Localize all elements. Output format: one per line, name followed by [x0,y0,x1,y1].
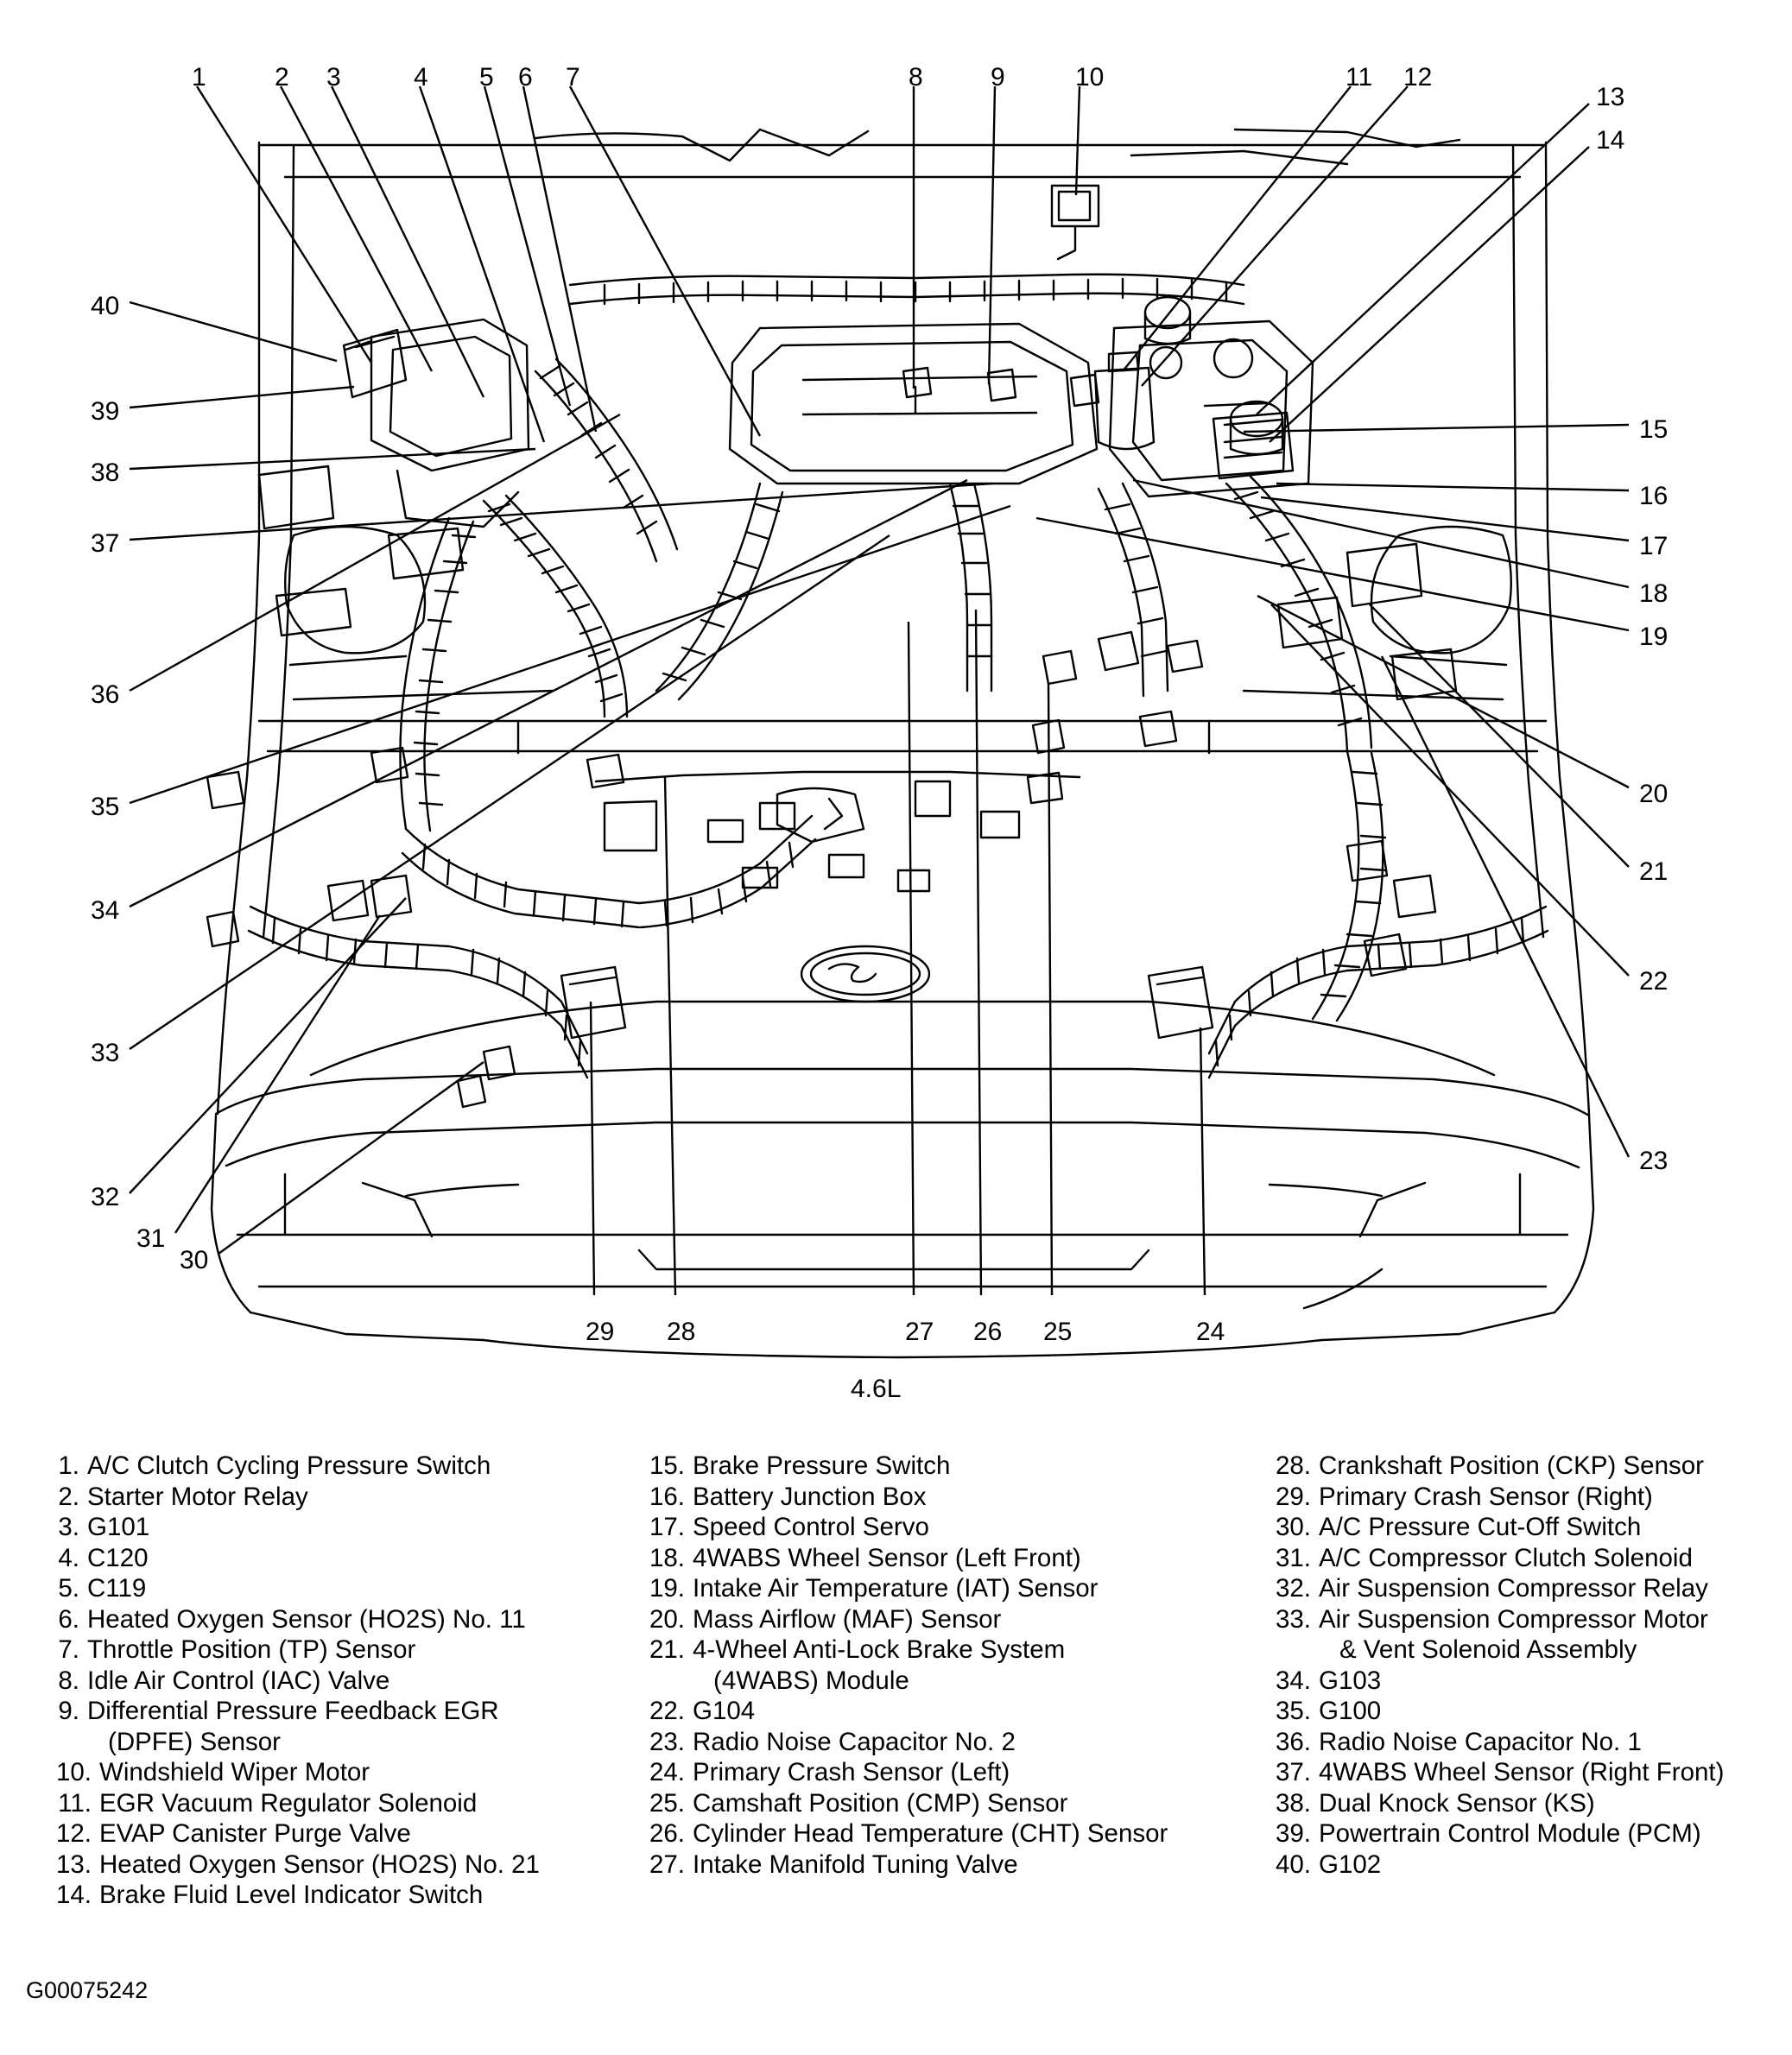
legend-item-label [1319,1788,1788,1819]
callout-number-37: 37 [91,529,120,558]
callout-number-16: 16 [1639,482,1669,510]
legend-item-number: 21. [649,1635,685,1664]
legend-item-label-line1: Heated Oxygen Sensor (HO2S) No. 21 [99,1850,540,1879]
legend-column-3 [1270,1451,1788,1880]
legend-item-label-line1: Radio Noise Capacitor No. 2 [693,1727,1016,1756]
legend-item-label [693,1573,1213,1604]
legend-item-label-line2: & Vent Solenoid Assembly [1339,1635,1637,1664]
legend-item [643,1451,1213,1482]
legend-item-label-line1: EVAP Canister Purge Valve [99,1819,411,1848]
legend-item-number: 1. [58,1451,79,1480]
legend-item-label-line1: Intake Manifold Tuning Valve [693,1850,1018,1879]
legend-item-label-line1: Powertrain Control Module (PCM) [1319,1819,1701,1848]
legend-item-number: 13. [55,1850,92,1879]
legend-item-label-line1: Air Suspension Compressor Motor [1319,1604,1708,1634]
legend-item-label [693,1543,1213,1574]
legend-item [1270,1512,1788,1543]
legend-item-label-line1: Heated Oxygen Sensor (HO2S) No. 11 [87,1604,526,1634]
callout-number-4: 4 [414,63,428,92]
legend-item-label [87,1451,603,1482]
legend-item [1270,1604,1788,1666]
legend-item-label [1319,1604,1788,1666]
legend-item-number: 27. [649,1850,685,1879]
legend-item-label [87,1604,603,1635]
legend-item-label [1319,1543,1788,1574]
callout-number-23: 23 [1639,1147,1669,1175]
legend-item [50,1818,603,1850]
legend-item-number: 23. [649,1727,685,1756]
legend-item [643,1696,1213,1727]
legend-item [643,1850,1213,1881]
legend-item-label [1319,1757,1788,1788]
legend-item-label [87,1696,603,1757]
legend-item-label [99,1788,603,1819]
legend-item-label-line2: (DPFE) Sensor [108,1727,281,1756]
callout-number-3: 3 [326,63,341,92]
legend-item [50,1573,603,1604]
callout-number-14: 14 [1596,126,1625,155]
callout-number-39: 39 [91,397,120,426]
legend-item-label-line1: Dual Knock Sensor (KS) [1319,1788,1595,1818]
legend-item-number: 3. [58,1513,79,1541]
legend-item-label [87,1666,603,1697]
legend-item-label [693,1482,1213,1513]
legend-item-label-line1: Crankshaft Position (CKP) Sensor [1319,1451,1704,1480]
legend-item-number: 35. [1275,1697,1311,1725]
callout-number-30: 30 [180,1246,209,1274]
legend-item-number: 4. [58,1543,79,1572]
legend-item-label-line1: 4WABS Wheel Sensor (Left Front) [693,1543,1081,1572]
legend-item-label [1319,1818,1788,1850]
legend-item-number: 37. [1275,1758,1311,1786]
legend-item-label [87,1512,603,1543]
legend-item [643,1788,1213,1819]
legend-item-number: 29. [1275,1482,1311,1511]
legend-item-number: 33. [1275,1604,1311,1634]
legend-item-label [693,1727,1213,1758]
legend-item [1270,1818,1788,1850]
legend-item [643,1573,1213,1604]
legend-item-label-line1: G102 [1319,1850,1382,1879]
legend-item-label [693,1818,1213,1850]
legend-item [643,1604,1213,1635]
legend-item [50,1543,603,1574]
legend-item-number: 28. [1275,1451,1311,1480]
callout-number-38: 38 [91,458,120,487]
legend-item-label [87,1543,603,1574]
legend-item [50,1635,603,1666]
legend-item-label [693,1635,1213,1696]
legend-column-1 [50,1451,603,1911]
legend-item-number: 40. [1275,1850,1311,1879]
legend-item-number: 19. [649,1574,685,1603]
legend-item-label [693,1604,1213,1635]
legend-item-label-line1: Brake Fluid Level Indicator Switch [99,1881,484,1909]
legend-item [1270,1451,1788,1482]
component-legend [0,1451,1792,1934]
legend-item-number: 30. [1275,1513,1311,1541]
legend-item-label-line1: G101 [87,1513,150,1541]
legend-item-label-line1: A/C Clutch Cycling Pressure Switch [87,1451,491,1480]
legend-item-label [99,1757,603,1788]
callout-number-18: 18 [1639,579,1669,608]
legend-item [643,1482,1213,1513]
callout-number-6: 6 [518,63,533,92]
legend-item [50,1604,603,1635]
callout-number-12: 12 [1403,63,1433,92]
legend-item-number: 24. [649,1758,685,1786]
legend-item [1270,1850,1788,1881]
legend-item-number: 18. [649,1543,685,1572]
legend-item [1270,1788,1788,1819]
legend-item-number: 6. [58,1604,79,1634]
legend-item-number: 12. [55,1819,92,1848]
legend-item-label-line1: C120 [87,1543,149,1572]
legend-item-label [693,1451,1213,1482]
legend-item [643,1818,1213,1850]
legend-item-label-line1: A/C Compressor Clutch Solenoid [1319,1543,1693,1572]
legend-item [50,1850,603,1881]
legend-item-label-line1: Air Suspension Compressor Relay [1319,1574,1708,1603]
legend-item-label-line1: Idle Air Control (IAC) Valve [87,1666,390,1695]
legend-item-label-line1: A/C Pressure Cut-Off Switch [1319,1513,1642,1541]
legend-item-label [1319,1850,1788,1881]
legend-item [50,1512,603,1543]
legend-item-label [1319,1666,1788,1697]
callout-number-19: 19 [1639,623,1669,651]
legend-item [1270,1757,1788,1788]
legend-item-number: 22. [649,1697,685,1725]
legend-item-number: 34. [1275,1666,1311,1695]
callout-number-17: 17 [1639,532,1669,560]
callout-number-31: 31 [136,1224,166,1253]
legend-item [643,1757,1213,1788]
legend-item [50,1666,603,1697]
callout-number-32: 32 [91,1183,120,1211]
legend-item-label [693,1757,1213,1788]
legend-item-label-line1: Starter Motor Relay [87,1482,308,1511]
legend-item [1270,1543,1788,1574]
legend-item-number: 31. [1275,1543,1311,1572]
callout-number-22: 22 [1639,967,1669,996]
legend-item [50,1451,603,1482]
legend-item-label-line1: C119 [87,1574,147,1603]
legend-item-number: 2. [58,1482,79,1511]
legend-item-number: 26. [649,1819,685,1848]
legend-item-label [99,1880,603,1911]
legend-item-label [1319,1512,1788,1543]
legend-item-number: 15. [649,1451,685,1480]
callout-number-33: 33 [91,1039,120,1067]
legend-item [1270,1696,1788,1727]
legend-item-label-line1: Throttle Position (TP) Sensor [87,1635,416,1664]
legend-item-label-line1: Cylinder Head Temperature (CHT) Sensor [693,1819,1168,1848]
engine-size-caption: 4.6L [851,1375,902,1403]
legend-item-number: 36. [1275,1727,1311,1756]
legend-item-label-line1: Speed Control Servo [693,1513,929,1541]
callout-number-8: 8 [909,63,923,92]
legend-item-number: 14. [55,1881,92,1909]
legend-item-label-line1: Camshaft Position (CMP) Sensor [693,1788,1068,1818]
callout-number-35: 35 [91,793,120,821]
callout-number-7: 7 [566,63,580,92]
legend-item-label [693,1850,1213,1881]
callout-number-24: 24 [1196,1318,1225,1346]
callout-number-2: 2 [275,63,289,92]
callout-number-26: 26 [973,1318,1003,1346]
callout-number-1: 1 [192,63,206,92]
callout-number-20: 20 [1639,780,1669,808]
callout-number-11: 11 [1346,63,1373,92]
legend-item-label [1319,1727,1788,1758]
legend-item-label-line1: G103 [1319,1666,1382,1695]
legend-item [50,1788,603,1819]
callout-number-15: 15 [1639,415,1669,444]
legend-item-label-line1: 4WABS Wheel Sensor (Right Front) [1319,1758,1725,1786]
callout-number-5: 5 [479,63,494,92]
callout-number-36: 36 [91,680,120,709]
legend-item [643,1635,1213,1696]
callout-number-40: 40 [91,292,120,320]
legend-item-label [1319,1482,1788,1513]
legend-item-number: 7. [58,1635,79,1664]
callout-number-29: 29 [586,1318,615,1346]
legend-item-label-line1: Intake Air Temperature (IAT) Sensor [693,1574,1099,1603]
callout-number-27: 27 [905,1318,934,1346]
legend-item-label [87,1635,603,1666]
legend-item-label-line1: 4-Wheel Anti-Lock Brake System [693,1635,1066,1664]
legend-item [1270,1727,1788,1758]
callout-number-34: 34 [91,896,120,925]
callout-number-21: 21 [1639,857,1669,886]
legend-item [50,1696,603,1757]
legend-item-label-line1: Battery Junction Box [693,1482,927,1511]
legend-item-label [693,1788,1213,1819]
legend-item-label [87,1573,603,1604]
legend-item-number: 39. [1275,1819,1311,1848]
callout-number-28: 28 [667,1318,696,1346]
legend-item-number: 10. [55,1758,92,1786]
legend-item-label-line1: EGR Vacuum Regulator Solenoid [99,1788,478,1818]
legend-item-number: 20. [649,1604,685,1634]
legend-item [643,1543,1213,1574]
legend-item-label [693,1512,1213,1543]
legend-item-label-line1: Radio Noise Capacitor No. 1 [1319,1727,1642,1756]
legend-item-label-line1: G104 [693,1697,756,1725]
legend-item [50,1880,603,1911]
callout-number-10: 10 [1075,63,1105,92]
legend-item-label-line1: Differential Pressure Feedback EGR [87,1697,499,1725]
legend-item-number: 32. [1275,1574,1311,1603]
legend-item [50,1757,603,1788]
legend-item [1270,1482,1788,1513]
legend-item-label [1319,1451,1788,1482]
callout-number-9: 9 [991,63,1005,92]
legend-item-number: 11. [58,1788,92,1818]
legend-item-label [1319,1696,1788,1727]
legend-item-label-line1: G100 [1319,1697,1382,1725]
callout-number-25: 25 [1043,1318,1073,1346]
legend-item-label-line2: (4WABS) Module [713,1666,909,1695]
legend-item-number: 9. [58,1697,79,1725]
legend-item-label-line1: Primary Crash Sensor (Right) [1319,1482,1653,1511]
legend-item [643,1512,1213,1543]
legend-item-number: 25. [649,1788,685,1818]
legend-item-label-line1: Windshield Wiper Motor [99,1758,370,1786]
legend-item-label-line1: Mass Airflow (MAF) Sensor [693,1604,1002,1634]
legend-item-label [693,1696,1213,1727]
legend-item-label [87,1482,603,1513]
legend-item-number: 5. [58,1574,79,1603]
figure-id-code: G00075242 [26,1977,149,2003]
legend-item-number: 8. [58,1666,79,1695]
legend-item [50,1482,603,1513]
legend-item [1270,1666,1788,1697]
legend-item-label-line1: Primary Crash Sensor (Left) [693,1758,1010,1786]
legend-item [1270,1573,1788,1604]
legend-item-label [99,1850,603,1881]
legend-item-label [99,1818,603,1850]
legend-item-number: 16. [649,1482,685,1511]
legend-item [643,1727,1213,1758]
legend-item-number: 17. [649,1513,685,1541]
legend-column-2 [643,1451,1213,1880]
legend-item-label [1319,1573,1788,1604]
legend-item-number: 38. [1275,1788,1311,1818]
callout-number-13: 13 [1596,83,1625,111]
legend-item-label-line1: Brake Pressure Switch [693,1451,951,1480]
